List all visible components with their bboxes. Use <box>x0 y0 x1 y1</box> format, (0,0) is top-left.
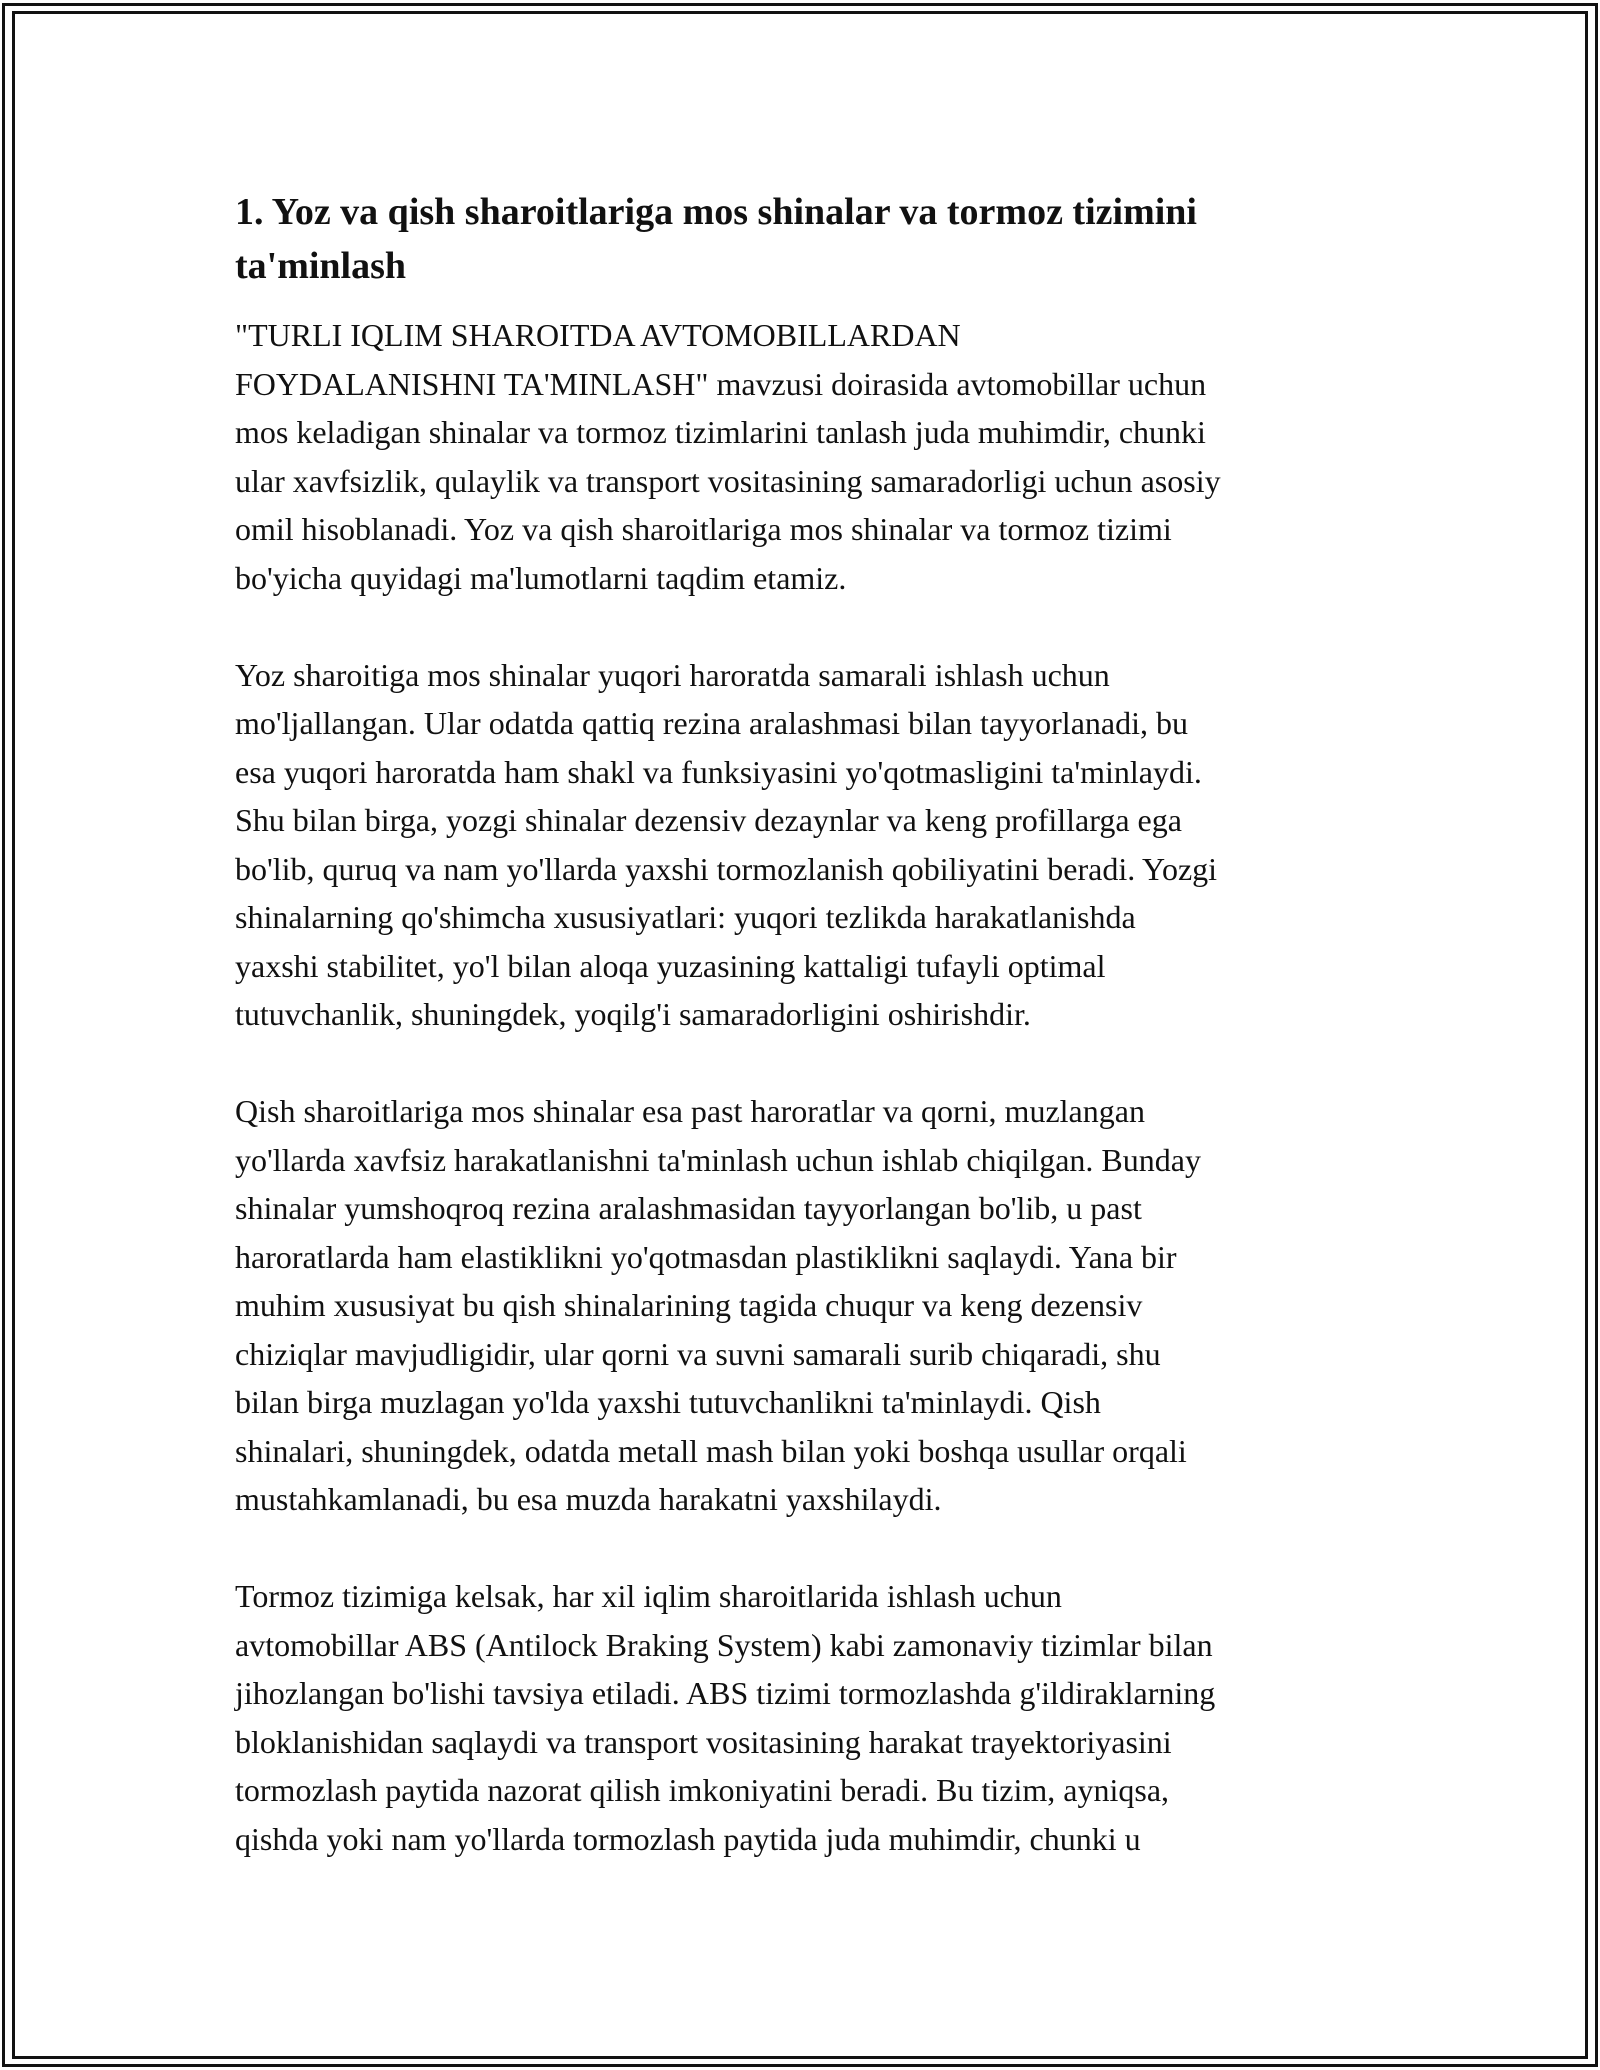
document-page <box>235 185 1375 1863</box>
section-heading: 1. Yoz va qish sharoitlariga mos shinalar va tormoz tizimini ta'minlash <box>235 191 1197 287</box>
body-text: "TURLI IQLIM SHAROITDA AVTOMOBILLARDAN FOYDALANISHNI TA'MINLASH" mavzusi doirasida avtomobillar uchun mos keladigan shinalar va tormoz tizimlarini tanlash juda muhimdir, chunki ular xavfsizlik, qulaylik va transport vositasining samaradorligi uchun asosiy omil hisoblanadi. Yoz va qish sharoitlariga mos shinalar va tormoz tizimi bo'yicha quyidagi ma'lumotlarni taqdim etamiz. Yoz sharoitiga mos shinalar yuqori haroratda samarali ishlash uchun mo'ljallangan. Ular odatda qattiq rezina aralashmasi bilan tayyorlanadi, bu esa yuqori haroratda ham shakl va funksiyasini yo'qotmasligini ta'minlaydi. Shu bilan birga, yozgi shinalar dezensiv dezaynlar va keng profillarga ega bo'lib, quruq va nam yo'llarda yaxshi tormozlanish qobiliyatini beradi. Yozgi shinalarning qo'shimcha xususiyatlari: yuqori tezlikda harakatlanishda yaxshi stabilitet, yo'l bilan aloqa yuzasining kattaligi tufayli optimal tutuvchanlik, shuningdek, yoqilg'i samaradorligini oshirishdir. Qish sharoitlariga mos shinalar esa past haroratlar va qorni, muzlangan yo'llarda xavfsiz harakatlanishni ta'minlash uchun ishlab chiqilgan. Bunday shinalar yumshoqroq rezina aralashmasidan tayyorlangan bo'lib, u past haroratlarda ham elastiklikni yo'qotmasdan plastiklikni saqlaydi. Yana bir muhim xususiyat bu qish shinalarining tagida chuqur va keng dezensiv chiziqlar mavjudligidir, ular qorni va suvni samarali surib chiqaradi, shu bilan birga muzlagan yo'lda yaxshi tutuvchanlikni ta'minlaydi. Qish shinalari, shuningdek, odatda metall mash bilan yoki boshqa usullar orqali mustahkamlanadi, bu esa muzda harakatni yaxshilaydi. Tormoz tizimiga kelsak, har xil iqlim sharoitlarida ishlash uchun avtomobillar ABS (Antilock Braking System) kabi zamonaviy tizimlar bilan jihozlangan bo'lishi tavsiya etiladi. ABS tizimi tormozlashda g'ildiraklarning bloklanishidan saqlaydi va transport vositasining harakat trayektoriyasini tormozlash paytida nazorat qilish imkoniyatini beradi. Bu tizim, ayniqsa, qishda yoki nam yo'llarda tormozlash paytida juda muhimdir, chunki u <box>235 317 1221 1857</box>
